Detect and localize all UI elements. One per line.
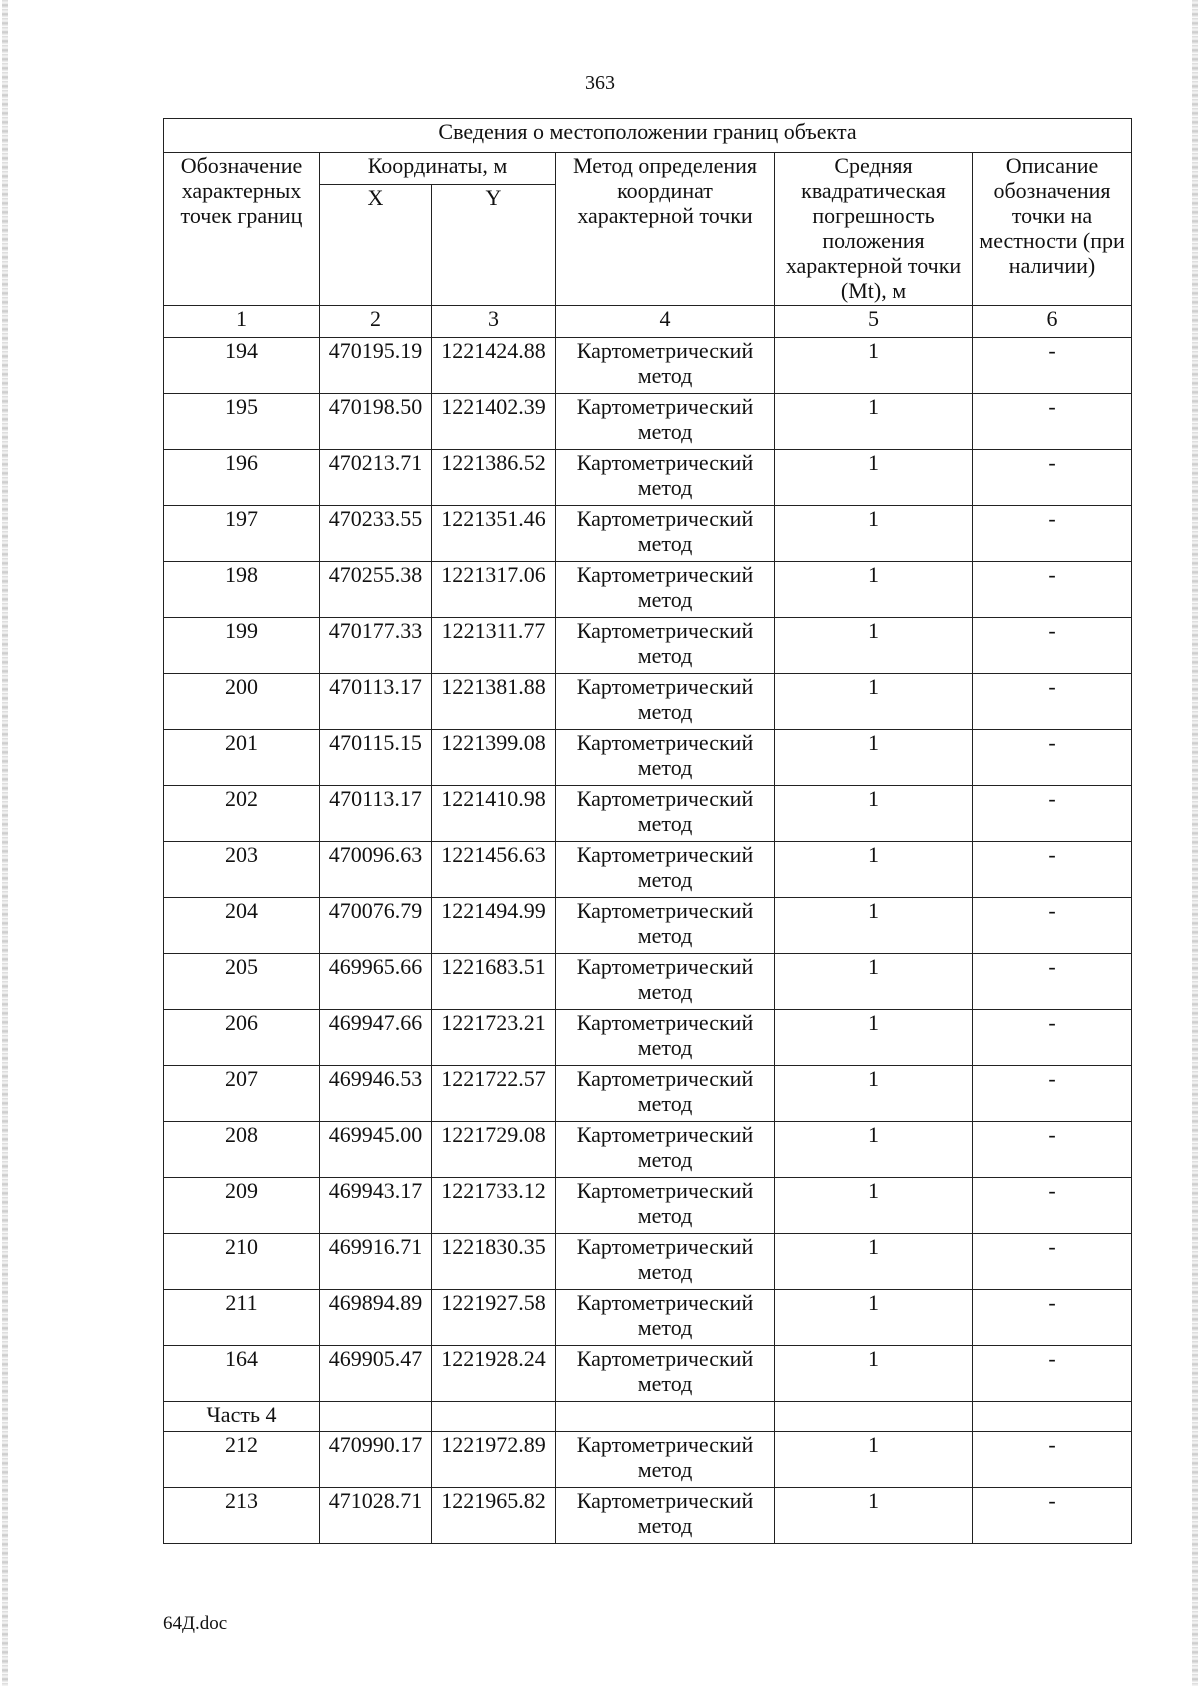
method-text: метод	[637, 1259, 693, 1284]
x-coordinate-cell: 470990.17	[320, 1432, 432, 1488]
description-cell: -	[973, 1488, 1132, 1544]
column-number: 5	[775, 306, 973, 338]
point-number-cell: 196	[164, 450, 320, 506]
header-method: Метод определения координат характерной точки	[556, 153, 775, 306]
table-title-row	[164, 119, 1132, 153]
method-cell	[556, 450, 775, 506]
error-value-cell: 1	[775, 1178, 973, 1234]
method-text: Картометрический	[576, 1234, 754, 1259]
header-error: Средняя квадратическая погрешность положения характерной точки (Mt), м	[775, 153, 973, 306]
method-cell	[556, 898, 775, 954]
method-cell	[556, 1122, 775, 1178]
point-number-cell: 194	[164, 338, 320, 394]
scan-edge-left	[2, 0, 8, 1686]
header-x: X	[320, 185, 432, 306]
method-text: метод	[637, 923, 693, 948]
empty-cell	[432, 1402, 556, 1432]
error-value-cell: 1	[775, 394, 973, 450]
description-cell: -	[973, 1432, 1132, 1488]
y-coordinate-cell: 1221722.57	[432, 1066, 556, 1122]
method-text: метод	[637, 1203, 693, 1228]
table-row	[164, 1346, 1132, 1402]
method-text: метод	[637, 699, 693, 724]
y-coordinate-cell: 1221830.35	[432, 1234, 556, 1290]
description-cell: -	[973, 1010, 1132, 1066]
y-coordinate-cell: 1221317.06	[432, 562, 556, 618]
point-number-cell: 211	[164, 1290, 320, 1346]
column-number: 4	[556, 306, 775, 338]
method-text: Картометрический	[576, 394, 754, 419]
x-coordinate-cell: 470198.50	[320, 394, 432, 450]
method-text: Картометрический	[576, 618, 754, 643]
table-row	[164, 338, 1132, 394]
header-coordinates: Координаты, м	[320, 153, 556, 185]
column-number-row	[164, 306, 1132, 338]
method-text: Картометрический	[576, 730, 754, 755]
method-text: Картометрический	[576, 1346, 754, 1371]
point-number-cell: 206	[164, 1010, 320, 1066]
x-coordinate-cell: 469894.89	[320, 1290, 432, 1346]
method-cell	[556, 1346, 775, 1402]
y-coordinate-cell: 1221729.08	[432, 1122, 556, 1178]
description-cell: -	[973, 1122, 1132, 1178]
table-row	[164, 394, 1132, 450]
description-cell: -	[973, 562, 1132, 618]
error-value-cell: 1	[775, 842, 973, 898]
method-text: метод	[637, 1035, 693, 1060]
y-coordinate-cell: 1221351.46	[432, 506, 556, 562]
description-cell: -	[973, 674, 1132, 730]
x-coordinate-cell: 469947.66	[320, 1010, 432, 1066]
method-cell	[556, 1290, 775, 1346]
table-row	[164, 1122, 1132, 1178]
y-coordinate-cell: 1221402.39	[432, 394, 556, 450]
method-cell	[556, 1234, 775, 1290]
table-row	[164, 1290, 1132, 1346]
y-coordinate-cell: 1221424.88	[432, 338, 556, 394]
column-number: 3	[432, 306, 556, 338]
method-text: Картометрический	[576, 1488, 754, 1513]
x-coordinate-cell: 470115.15	[320, 730, 432, 786]
x-coordinate-cell: 470113.17	[320, 674, 432, 730]
method-text: метод	[637, 1513, 693, 1538]
method-text: метод	[637, 1457, 693, 1482]
description-cell: -	[973, 898, 1132, 954]
method-text: метод	[637, 979, 693, 1004]
method-cell	[556, 1488, 775, 1544]
error-value-cell: 1	[775, 1290, 973, 1346]
header-designation: Обозначение характерных точек границ	[164, 153, 320, 306]
method-text: метод	[637, 419, 693, 444]
description-cell: -	[973, 1346, 1132, 1402]
table-row	[164, 730, 1132, 786]
y-coordinate-cell: 1221386.52	[432, 450, 556, 506]
method-cell	[556, 1178, 775, 1234]
error-value-cell: 1	[775, 338, 973, 394]
y-coordinate-cell: 1221965.82	[432, 1488, 556, 1544]
method-cell	[556, 1432, 775, 1488]
method-text: метод	[637, 531, 693, 556]
point-number-cell: 208	[164, 1122, 320, 1178]
method-cell	[556, 954, 775, 1010]
method-text: Картометрический	[576, 1178, 754, 1203]
column-number: 1	[164, 306, 320, 338]
method-text: Картометрический	[576, 674, 754, 699]
x-coordinate-cell: 470096.63	[320, 842, 432, 898]
method-text: Картометрический	[576, 450, 754, 475]
method-text: метод	[637, 867, 693, 892]
x-coordinate-cell: 469945.00	[320, 1122, 432, 1178]
table-row	[164, 898, 1132, 954]
point-number-cell: 205	[164, 954, 320, 1010]
error-value-cell: 1	[775, 730, 973, 786]
description-cell: -	[973, 450, 1132, 506]
y-coordinate-cell: 1221723.21	[432, 1010, 556, 1066]
method-text: Картометрический	[576, 338, 754, 363]
description-cell: -	[973, 506, 1132, 562]
method-cell	[556, 338, 775, 394]
column-number: 2	[320, 306, 432, 338]
description-cell: -	[973, 842, 1132, 898]
y-coordinate-cell: 1221733.12	[432, 1178, 556, 1234]
point-number-cell: 201	[164, 730, 320, 786]
header-y: Y	[432, 185, 556, 306]
method-cell	[556, 506, 775, 562]
column-number: 6	[973, 306, 1132, 338]
method-cell	[556, 394, 775, 450]
error-value-cell: 1	[775, 1432, 973, 1488]
method-text: Картометрический	[576, 506, 754, 531]
y-coordinate-cell: 1221928.24	[432, 1346, 556, 1402]
method-text: Картометрический	[576, 1432, 754, 1457]
error-value-cell: 1	[775, 786, 973, 842]
table-row	[164, 1010, 1132, 1066]
footer-doc-name: 64Д.doc	[163, 1613, 228, 1634]
x-coordinate-cell: 470233.55	[320, 506, 432, 562]
point-number-cell: 198	[164, 562, 320, 618]
x-coordinate-cell: 470195.19	[320, 338, 432, 394]
point-number-cell: 209	[164, 1178, 320, 1234]
boundary-table	[163, 118, 1132, 1544]
point-number-cell: 207	[164, 1066, 320, 1122]
table-row	[164, 1066, 1132, 1122]
table-row	[164, 786, 1132, 842]
y-coordinate-cell: 1221456.63	[432, 842, 556, 898]
point-number-cell: 202	[164, 786, 320, 842]
x-coordinate-cell: 470213.71	[320, 450, 432, 506]
table-row	[164, 1432, 1132, 1488]
method-cell	[556, 1066, 775, 1122]
y-coordinate-cell: 1221399.08	[432, 730, 556, 786]
method-text: метод	[637, 1147, 693, 1172]
method-text: Картометрический	[576, 562, 754, 587]
x-coordinate-cell: 469916.71	[320, 1234, 432, 1290]
empty-cell	[973, 1402, 1132, 1432]
method-cell	[556, 618, 775, 674]
method-text: Картометрический	[576, 898, 754, 923]
x-coordinate-cell: 470177.33	[320, 618, 432, 674]
method-text: метод	[637, 811, 693, 836]
error-value-cell: 1	[775, 1234, 973, 1290]
point-number-cell: 213	[164, 1488, 320, 1544]
method-text: метод	[637, 643, 693, 668]
method-text: метод	[637, 363, 693, 388]
method-text: метод	[637, 755, 693, 780]
error-value-cell: 1	[775, 618, 973, 674]
description-cell: -	[973, 786, 1132, 842]
y-coordinate-cell: 1221381.88	[432, 674, 556, 730]
method-text: Картометрический	[576, 786, 754, 811]
error-value-cell: 1	[775, 1488, 973, 1544]
description-cell: -	[973, 1066, 1132, 1122]
method-cell	[556, 674, 775, 730]
point-number-cell: 203	[164, 842, 320, 898]
point-number-cell: 195	[164, 394, 320, 450]
table-row	[164, 674, 1132, 730]
header-row	[164, 153, 1132, 185]
method-cell	[556, 562, 775, 618]
method-cell	[556, 1010, 775, 1066]
x-coordinate-cell: 469946.53	[320, 1066, 432, 1122]
x-coordinate-cell: 469943.17	[320, 1178, 432, 1234]
table-row	[164, 1178, 1132, 1234]
error-value-cell: 1	[775, 1346, 973, 1402]
error-value-cell: 1	[775, 1010, 973, 1066]
error-value-cell: 1	[775, 1066, 973, 1122]
method-text: Картометрический	[576, 1122, 754, 1147]
method-text: Картометрический	[576, 1010, 754, 1035]
description-cell: -	[973, 394, 1132, 450]
point-number-cell: 200	[164, 674, 320, 730]
x-coordinate-cell: 470255.38	[320, 562, 432, 618]
method-cell	[556, 842, 775, 898]
method-text: метод	[637, 475, 693, 500]
point-number-cell: 197	[164, 506, 320, 562]
y-coordinate-cell: 1221927.58	[432, 1290, 556, 1346]
error-value-cell: 1	[775, 450, 973, 506]
error-value-cell: 1	[775, 506, 973, 562]
description-cell: -	[973, 618, 1132, 674]
table-title: Сведения о местоположении границ объекта	[164, 119, 1132, 153]
method-text: Картометрический	[576, 954, 754, 979]
error-value-cell: 1	[775, 954, 973, 1010]
point-number-cell: 199	[164, 618, 320, 674]
x-coordinate-cell: 469905.47	[320, 1346, 432, 1402]
description-cell: -	[973, 730, 1132, 786]
table-row	[164, 1488, 1132, 1544]
description-cell: -	[973, 954, 1132, 1010]
y-coordinate-cell: 1221683.51	[432, 954, 556, 1010]
y-coordinate-cell: 1221311.77	[432, 618, 556, 674]
description-cell: -	[973, 1178, 1132, 1234]
part-label: Часть 4	[164, 1402, 320, 1432]
method-text: Картометрический	[576, 1290, 754, 1315]
description-cell: -	[973, 338, 1132, 394]
x-coordinate-cell: 471028.71	[320, 1488, 432, 1544]
y-coordinate-cell: 1221972.89	[432, 1432, 556, 1488]
x-coordinate-cell: 470076.79	[320, 898, 432, 954]
point-number-cell: 212	[164, 1432, 320, 1488]
error-value-cell: 1	[775, 898, 973, 954]
part-separator-row	[164, 1402, 1132, 1432]
x-coordinate-cell: 469965.66	[320, 954, 432, 1010]
point-number-cell: 204	[164, 898, 320, 954]
method-text: метод	[637, 1315, 693, 1340]
error-value-cell: 1	[775, 562, 973, 618]
empty-cell	[320, 1402, 432, 1432]
header-description: Описание обозначения точки на местности (при наличии)	[973, 153, 1132, 306]
method-cell	[556, 786, 775, 842]
y-coordinate-cell: 1221494.99	[432, 898, 556, 954]
method-text: метод	[637, 1091, 693, 1116]
page-number: 363	[585, 72, 615, 94]
table-row	[164, 506, 1132, 562]
point-number-cell: 210	[164, 1234, 320, 1290]
y-coordinate-cell: 1221410.98	[432, 786, 556, 842]
table-row	[164, 562, 1132, 618]
table-row	[164, 842, 1132, 898]
method-text: Картометрический	[576, 1066, 754, 1091]
method-text: метод	[637, 587, 693, 612]
point-number-cell: 164	[164, 1346, 320, 1402]
error-value-cell: 1	[775, 674, 973, 730]
scan-edge-right	[1192, 0, 1198, 1686]
x-coordinate-cell: 470113.17	[320, 786, 432, 842]
table-row	[164, 954, 1132, 1010]
description-cell: -	[973, 1234, 1132, 1290]
table-row	[164, 450, 1132, 506]
method-text: Картометрический	[576, 842, 754, 867]
table-row	[164, 618, 1132, 674]
empty-cell	[556, 1402, 775, 1432]
table-row	[164, 1234, 1132, 1290]
empty-cell	[775, 1402, 973, 1432]
method-text: метод	[637, 1371, 693, 1396]
error-value-cell: 1	[775, 1122, 973, 1178]
method-cell	[556, 730, 775, 786]
description-cell: -	[973, 1290, 1132, 1346]
